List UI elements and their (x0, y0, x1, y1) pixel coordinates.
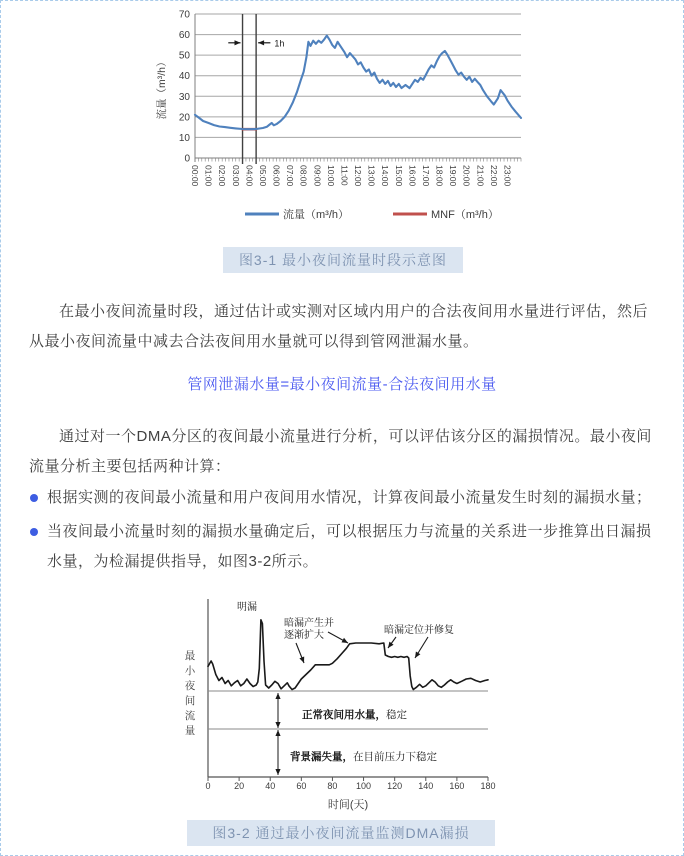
svg-text:180: 180 (480, 781, 496, 791)
svg-text:22:00: 22:00 (488, 165, 499, 187)
svg-text:07:00: 07:00 (285, 165, 296, 187)
svg-text:140: 140 (418, 781, 434, 791)
paragraph-2: 通过对一个DMA分区的夜间最小流量进行分析，可以评估该分区的漏损情况。最小夜间流量分析主要包括两种计算： (29, 428, 652, 475)
svg-text:23:00: 23:00 (502, 165, 513, 187)
svg-text:80: 80 (327, 781, 338, 791)
svg-text:逐渐扩大: 逐渐扩大 (284, 630, 324, 641)
svg-text:20: 20 (178, 112, 190, 124)
svg-text:01:00: 01:00 (203, 165, 214, 187)
svg-text:30: 30 (178, 91, 190, 103)
svg-text:明漏: 明漏 (237, 602, 257, 613)
svg-text:正常夜间用水量，稳定: 正常夜间用水量，稳定 (302, 709, 407, 721)
svg-text:14:00: 14:00 (380, 165, 391, 187)
svg-text:18:00: 18:00 (434, 165, 445, 187)
svg-text:13:00: 13:00 (366, 165, 377, 187)
svg-text:夜: 夜 (184, 680, 196, 692)
svg-text:19:00: 19:00 (448, 165, 459, 187)
svg-text:03:00: 03:00 (230, 165, 241, 187)
svg-text:20:00: 20:00 (461, 165, 472, 187)
bullet-dot-icon (30, 494, 38, 502)
svg-text:小: 小 (184, 665, 196, 677)
svg-text:10:00: 10:00 (325, 165, 336, 187)
svg-text:0: 0 (205, 781, 211, 791)
leakage-formula: 管网泄漏水量=最小夜间流量-合法夜间用水量 (187, 376, 497, 393)
svg-text:量: 量 (184, 725, 196, 737)
svg-text:09:00: 09:00 (312, 165, 323, 187)
svg-text:05:00: 05:00 (257, 165, 268, 187)
svg-text:12:00: 12:00 (353, 165, 363, 187)
svg-text:MNF（m³/h）: MNF（m³/h） (431, 209, 499, 221)
svg-text:间: 间 (184, 695, 196, 707)
svg-text:160: 160 (449, 781, 465, 791)
bullet-item (29, 483, 659, 513)
mnf-period-chart (153, 4, 543, 240)
paragraph-1: 在最小夜间流量时段，通过估计或实测对区域内用户的合法夜间用水量进行评估，然后从最小夜间流量中减去合法夜间用水量就可以得到管网泄漏水量。 (29, 303, 649, 350)
figure-3-1-caption: 图3-1 最小夜间流量时段示意图 (223, 247, 463, 273)
svg-text:0: 0 (184, 153, 190, 165)
svg-text:04:00: 04:00 (244, 165, 255, 187)
svg-text:40: 40 (178, 71, 190, 83)
svg-text:15:00: 15:00 (393, 165, 404, 187)
svg-text:60: 60 (296, 781, 307, 791)
svg-text:02:00: 02:00 (217, 165, 228, 187)
svg-text:流量（m³/h）: 流量（m³/h） (283, 209, 349, 221)
svg-text:10: 10 (178, 132, 190, 144)
svg-text:16:00: 16:00 (407, 165, 418, 187)
svg-text:流量（m³/h）: 流量（m³/h） (156, 56, 168, 120)
svg-text:21:00: 21:00 (475, 165, 486, 187)
svg-text:70: 70 (178, 9, 190, 21)
svg-text:20: 20 (234, 781, 245, 791)
figure-3-2-caption: 图3-2 通过最小夜间流量监测DMA漏损 (187, 820, 495, 846)
svg-text:背景漏失量，在目前压力下稳定: 背景漏失量，在目前压力下稳定 (290, 751, 437, 763)
svg-text:11:00: 11:00 (339, 165, 350, 186)
bullet-text: 根据实测的夜间最小流量和用户夜间用水情况，计算夜间最小流量发生时刻的漏损水量； (47, 489, 652, 506)
svg-text:40: 40 (265, 781, 276, 791)
bullet-list (29, 483, 659, 581)
svg-text:08:00: 08:00 (298, 165, 309, 187)
svg-text:50: 50 (178, 50, 190, 62)
dma-monitoring-chart (176, 587, 506, 819)
svg-text:流: 流 (184, 710, 196, 722)
bullet-item (29, 517, 659, 577)
bullet-dot-icon (30, 528, 38, 536)
svg-text:暗漏产生并: 暗漏产生并 (284, 618, 334, 629)
svg-text:100: 100 (356, 781, 372, 791)
svg-text:60: 60 (178, 30, 190, 42)
svg-text:暗漏定位并修复: 暗漏定位并修复 (384, 625, 454, 636)
svg-text:06:00: 06:00 (271, 165, 282, 187)
svg-text:17:00: 17:00 (420, 165, 431, 187)
svg-text:00:00: 00:00 (190, 165, 200, 187)
bullet-text: 当夜间最小流量时刻的漏损水量确定后，可以根据压力与流量的关系进一步推算出日漏损水量，为检漏提供指导，如图3-2所示。 (47, 523, 652, 570)
svg-text:1h: 1h (274, 38, 285, 49)
svg-text:120: 120 (387, 781, 403, 791)
svg-text:最: 最 (184, 650, 196, 662)
svg-text:时间(天): 时间(天) (327, 799, 369, 811)
